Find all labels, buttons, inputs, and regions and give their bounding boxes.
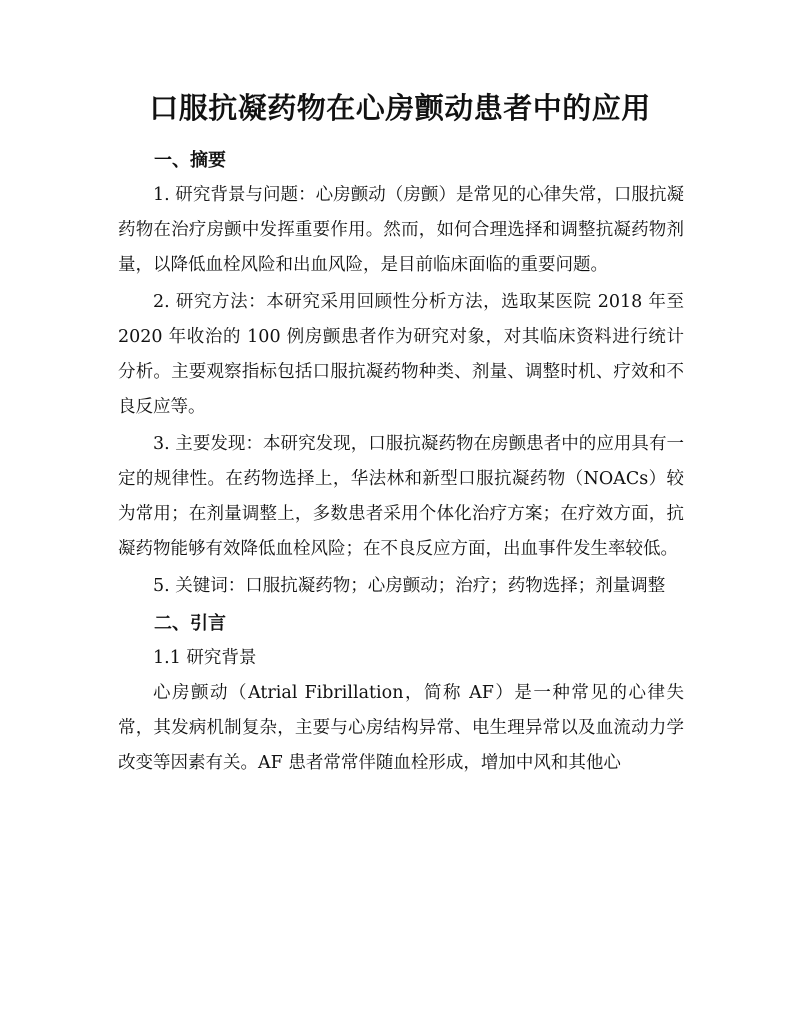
abstract-item-background: 1. 研究背景与问题：心房颤动（房颤）是常见的心律失常，口服抗凝药物在治疗房颤中发挥重要作用。然而，如何合理选择和调整抗凝药物剂量，以降低血栓风险和出血风险，是目前临床面临的重要问题。 [118,185,684,275]
introduction-heading: 二、引言 [154,613,226,634]
abstract-item-findings: 3. 主要发现：本研究发现，口服抗凝药物在房颤患者中的应用具有一定的规律性。在药物选择上，华法林和新型口服抗凝药物（NOACs）较为常用；在剂量调整上，多数患者采用个体化治疗方案；在疗效方面，抗凝药物能够有效降低血栓风险；在不良反应方面，出血事件发生率较低。 [118,434,684,559]
document-title: 口服抗凝药物在心房颤动患者中的应用 [149,91,651,125]
introduction-subheading: 1.1 研究背景 [153,648,257,668]
abstract-heading: 一、摘要 [154,150,226,171]
introduction-paragraph: 心房颤动（Atrial Fibrillation，简称 AF）是一种常见的心律失常，其发病机制复杂，主要与心房结构异常、电生理异常以及血流动力学改变等因素有关。AF 患者常常伴随血栓形成，增加中风和其他心 [118,683,684,773]
document-body [118,143,684,781]
abstract-item-keywords: 5. 关键词：口服抗凝药物；心房颤动；治疗；药物选择；剂量调整 [153,576,666,596]
abstract-item-methods: 2. 研究方法：本研究采用回顾性分析方法，选取某医院 2018 年至 2020 年收治的 100 例房颤患者作为研究对象，对其临床资料进行统计分析。主要观察指标包括口服抗凝药物种类、剂量、调整时机、疗效和不良反应等。 [118,292,684,417]
